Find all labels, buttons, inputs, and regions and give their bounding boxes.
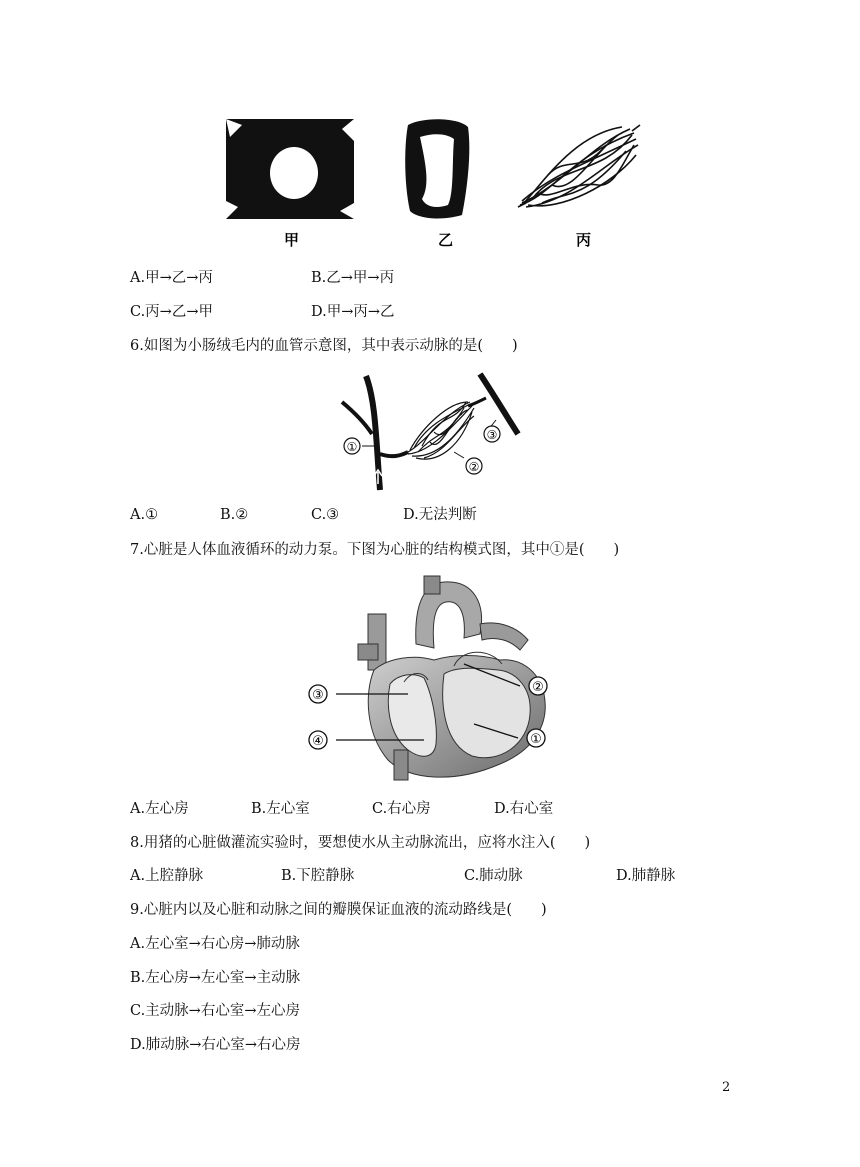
vessel-figure-drawing	[222, 115, 642, 255]
q9-option-b: B.左心房→左心室→主动脉	[130, 970, 301, 986]
q8-option-c: C.肺动脉	[464, 868, 523, 884]
q9-option-c: C.主动脉→右心室→左心房	[130, 1003, 300, 1019]
label-yi: 乙	[438, 231, 454, 249]
q6-option-b: B.②	[220, 507, 249, 523]
q7-option-a: A.左心房	[130, 801, 189, 817]
heart-label-4: ④	[312, 734, 324, 749]
vein-cross-section	[405, 119, 469, 218]
q6-option-a: A.①	[130, 507, 159, 523]
villus-label-3: ③	[486, 428, 498, 442]
label-jia: 甲	[284, 231, 300, 249]
q6-question: 6.如图为小肠绒毛内的血管示意图，其中表示动脉的是( )	[130, 338, 518, 354]
q9-option-d: D.肺动脉→右心室→右心房	[130, 1037, 301, 1053]
q8-option-a: A.上腔静脉	[130, 868, 204, 884]
q8-option-b: B.下腔静脉	[281, 868, 355, 884]
villus-vessel-figure	[336, 372, 526, 492]
q7-option-d: D.右心室	[494, 801, 554, 817]
heart-figure	[304, 574, 564, 784]
vessel-figure	[222, 115, 642, 255]
q8-option-d: D.肺静脉	[616, 868, 676, 884]
capillary-network	[518, 125, 640, 207]
heart-label-1: ①	[530, 732, 542, 747]
q7-option-b: B.左心室	[251, 801, 310, 817]
artery-cross-section	[226, 119, 354, 219]
q6-option-d: D.无法判断	[403, 507, 477, 523]
villus-label-1: ①	[346, 440, 358, 454]
heart-label-3: ③	[312, 688, 324, 703]
q5-option-c: C.丙→乙→甲	[130, 304, 213, 320]
heart-label-2: ②	[532, 680, 544, 695]
q6-option-c: C.③	[311, 507, 340, 523]
villus-vessel-drawing	[336, 372, 526, 492]
q5-option-d: D.甲→丙→乙	[311, 304, 395, 320]
q5-option-a: A.甲→乙→丙	[130, 270, 213, 286]
q8-question: 8.用猪的心脏做灌流实验时，要想使水从主动脉流出，应将水注入( )	[130, 835, 591, 851]
label-bing: 丙	[576, 231, 592, 249]
q7-question: 7.心脏是人体血液循环的动力泵。下图为心脏的结构模式图，其中①是( )	[130, 542, 620, 558]
q7-option-c: C.右心房	[372, 801, 431, 817]
heart-drawing	[304, 574, 564, 784]
q9-question: 9.心脏内以及心脏和动脉之间的瓣膜保证血液的流动路线是( )	[130, 902, 547, 918]
q9-option-a: A.左心室→右心房→肺动脉	[130, 936, 300, 952]
page-number: 2	[722, 1080, 731, 1095]
q5-option-b: B.乙→甲→丙	[311, 270, 395, 286]
villus-label-2: ②	[468, 460, 480, 474]
